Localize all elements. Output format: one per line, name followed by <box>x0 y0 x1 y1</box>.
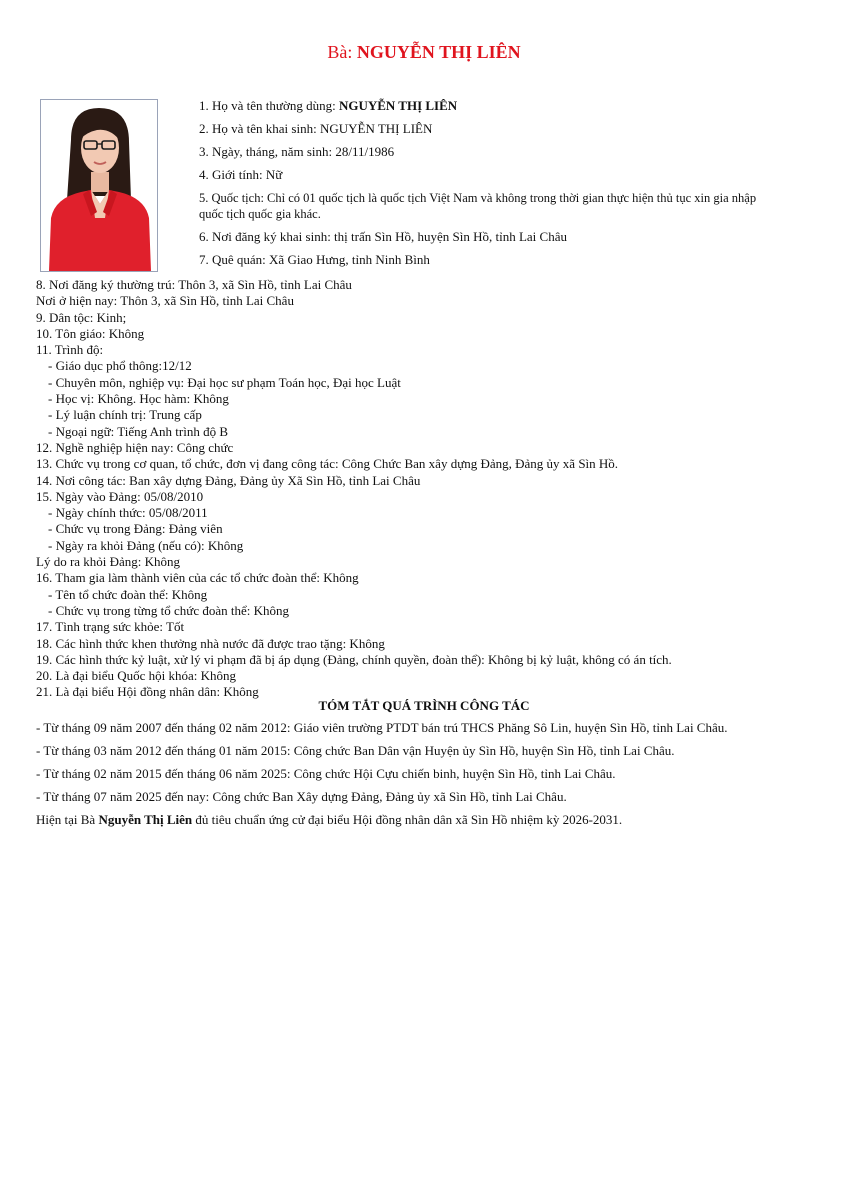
list-item: 11. Trình độ: <box>36 342 104 358</box>
list-item: 13. Chức vụ trong cơ quan, tổ chức, đơn vị đang công tác: Công Chức Ban xây dựng Đảng, Đảng ủy xã Sìn Hồ. <box>36 456 619 472</box>
list-item: - Tên tổ chức đoàn thể: Không <box>48 586 208 602</box>
list-item: 18. Các hình thức khen thưởng nhà nước đã được trao tặng: Không <box>36 635 385 651</box>
info-item-hometown: 7. Quê quán: Xã Giao Hưng, tỉnh Ninh Bình <box>199 252 430 267</box>
info-value: NGUYỄN THỊ LIÊN <box>338 98 458 113</box>
list-item: 15. Ngày vào Đảng: 05/08/2010 <box>36 488 204 504</box>
work-history-item: - Từ tháng 03 năm 2012 đến tháng 01 năm 2015: Công chức Ban Dân vận Huyện ủy Sìn Hồ, huyện Sìn Hồ, tỉnh Lai Châu. <box>36 743 675 758</box>
conclusion-name: Nguyễn Thị Liên <box>98 812 193 827</box>
work-history-list <box>36 720 826 835</box>
list-item: 19. Các hình thức kỷ luật, xử lý vi phạm đã bị áp dụng (Đảng, chính quyền, đoàn thể): Không bị kỷ luật, không có án tích. <box>36 651 672 667</box>
list-item: 21. Là đại biểu Hội đồng nhân dân: Không <box>36 684 259 700</box>
detail-info-list <box>36 277 826 701</box>
list-item: 16. Tham gia làm thành viên của các tổ chức đoàn thể: Không <box>36 570 359 586</box>
list-item: Nơi ở hiện nay: Thôn 3, xã Sìn Hồ, tỉnh Lai Châu <box>36 293 294 309</box>
title-prefix: Bà: <box>327 42 357 62</box>
info-item-gender: 4. Giới tính: Nữ <box>199 167 283 182</box>
personal-info-list <box>199 98 759 275</box>
list-item: - Học vị: Không. Học hàm: Không <box>48 391 229 407</box>
list-item: Lý do ra khỏi Đảng: Không <box>36 554 181 570</box>
conclusion-text <box>36 812 826 828</box>
portrait-icon <box>41 100 157 271</box>
list-item: 17. Tình trạng sức khỏe: Tốt <box>36 619 185 635</box>
list-item: 9. Dân tộc: Kinh; <box>36 309 127 325</box>
work-history-item: - Từ tháng 09 năm 2007 đến tháng 02 năm 2012: Giáo viên trường PTDT bán trú THCS Phăng Sô Lin, huyện Sìn Hồ, tỉnh Lai Châu. <box>36 720 728 735</box>
portrait-photo <box>40 99 158 272</box>
info-item-birth-registration: 6. Nơi đăng ký khai sinh: thị trấn Sìn Hồ, huyện Sìn Hồ, tỉnh Lai Châu <box>199 229 567 244</box>
work-history-item: - Từ tháng 07 năm 2025 đến nay: Công chức Ban Xây dựng Đảng, Đảng ủy xã Sìn Hồ, tỉnh Lai Châu. <box>36 789 567 804</box>
list-item: - Giáo dục phổ thông:12/12 <box>48 358 192 374</box>
page-title <box>0 42 848 63</box>
list-item: - Ngoại ngữ: Tiếng Anh trình độ B <box>48 423 229 439</box>
list-item: - Ngày ra khỏi Đảng (nếu có): Không <box>48 537 244 553</box>
info-item-common-name <box>199 98 759 114</box>
list-item: - Lý luận chính trị: Trung cấp <box>48 407 202 423</box>
list-item: - Chức vụ trong từng tổ chức đoàn thể: Không <box>48 602 290 618</box>
list-item: 12. Nghề nghiệp hiện nay: Công chức <box>36 439 234 455</box>
list-item: - Ngày chính thức: 05/08/2011 <box>48 505 208 521</box>
work-history-item: - Từ tháng 02 năm 2015 đến tháng 06 năm 2025: Công chức Hội Cựu chiến binh, huyện Sìn Hồ, tỉnh Lai Châu. <box>36 766 616 781</box>
conclusion-before: Hiện tại Bà <box>36 812 99 827</box>
conclusion-after: đủ tiêu chuẩn ứng cử đại biểu Hội đồng nhân dân xã Sìn Hồ nhiệm kỳ 2026-2031. <box>192 812 623 827</box>
info-label: 1. Họ và tên thường dùng: <box>199 98 339 113</box>
title-name: NGUYỄN THỊ LIÊN <box>356 42 521 62</box>
list-item: 14. Nơi công tác: Ban xây dựng Đảng, Đảng ủy Xã Sìn Hồ, tỉnh Lai Châu <box>36 472 421 488</box>
work-history-heading: TÓM TẮT QUÁ TRÌNH CÔNG TÁC <box>318 698 530 713</box>
info-item-nationality: 5. Quốc tịch: Chỉ có 01 quốc tịch là quốc tịch Việt Nam và không trong thời gian thực hiện thủ tục xin gia nhập quốc tịch quốc gia khác. <box>199 191 757 221</box>
list-item: 10. Tôn giáo: Không <box>36 325 145 341</box>
list-item: 20. Là đại biểu Quốc hội khóa: Không <box>36 668 237 684</box>
info-item-birth-date: 3. Ngày, tháng, năm sinh: 28/11/1986 <box>199 144 395 159</box>
info-item-birth-name: 2. Họ và tên khai sinh: NGUYỄN THỊ LIÊN <box>199 121 433 136</box>
list-item: - Chức vụ trong Đảng: Đảng viên <box>48 521 223 537</box>
list-item: 8. Nơi đăng ký thường trú: Thôn 3, xã Sìn Hồ, tỉnh Lai Châu <box>36 277 352 292</box>
list-item: - Chuyên môn, nghiệp vụ: Đại học sư phạm Toán học, Đại học Luật <box>48 374 401 390</box>
